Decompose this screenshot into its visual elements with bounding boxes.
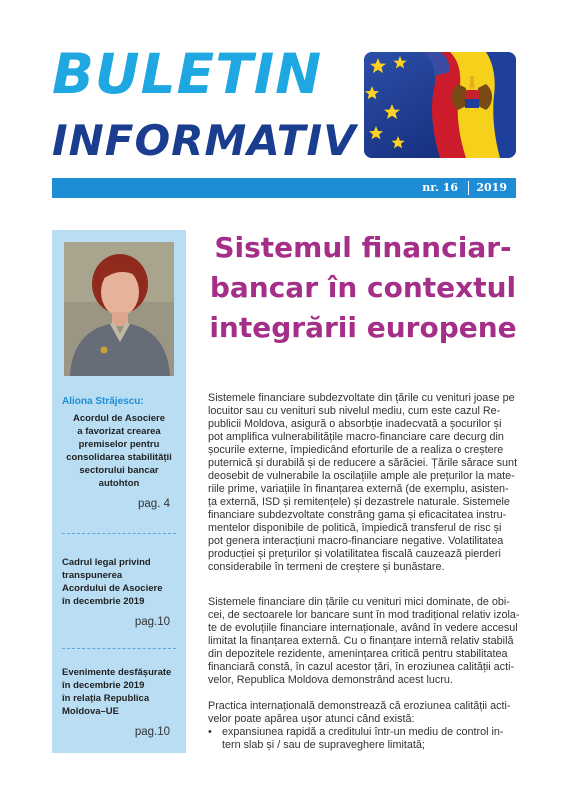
sidebar-item-line: în decembrie 2019 (62, 680, 145, 691)
text-line: Practica internațională demonstrează că eroziunea calității acti- (208, 700, 511, 712)
sidebar-feature-line: a favorizat crearea (77, 426, 161, 437)
sidebar-item-line: Cadrul legal privind (62, 557, 151, 568)
sidebar-feature-author: Aliona Străjescu: (62, 396, 144, 407)
sidebar-feature-line: autohton (98, 478, 140, 489)
sidebar-item-line: transpunerea (62, 570, 123, 581)
issue-separator (468, 181, 469, 195)
text-line: velor, Republica Moldova demonstrând acest lucru. (208, 674, 453, 686)
sidebar-item-line: în relația Republica (62, 693, 150, 704)
sidebar-item-text (62, 666, 176, 718)
text-line: tern slab și / sau de supraveghere limitată; (222, 739, 425, 751)
sidebar-feature-line: premiselor pentru (78, 439, 160, 450)
bullet-item (208, 726, 518, 752)
sidebar-item-legal-framework (62, 556, 176, 628)
text-line: velor poate apărea ușor atunci când există: (208, 713, 415, 725)
sidebar-item-page[interactable]: pag.10 (134, 726, 170, 738)
author-photo (64, 242, 174, 376)
sidebar-item-line: Evenimente desfășurate (62, 667, 172, 678)
text-line: producției și prețurilor și volatilitatea fiscală cauzează pierderi (208, 548, 501, 560)
article-paragraph-1 (208, 392, 518, 574)
sidebar-item-text (62, 556, 176, 608)
sidebar-item-page[interactable]: pag.10 (134, 616, 170, 628)
text-line: • expansiunea rapidă a creditului într-un mediu de control in- (222, 726, 504, 738)
sidebar-item-line: Acordului de Asociere (62, 583, 163, 594)
text-line: te de evoluțiile financiare internaționale, având în vedere accesul (208, 622, 518, 634)
text-line: cei, de sectoarele lor bancare sunt în mod tradițional relativ izola- (208, 609, 520, 621)
text-line: deosebit de vulnerabile la oscilațiile ample ale prețurilor la mate- (208, 470, 515, 482)
sidebar-item-events (62, 666, 176, 738)
text-line: din depozitele rezidente, amenințarea critică pentru stabilitatea (208, 648, 508, 660)
text-line: pot amplifica vulnerabilitățile macro-financiare care decurg din (208, 431, 504, 443)
sidebar-divider (62, 648, 176, 649)
text-line: financiare subdezvoltate constrâng gama și eficacitatea instru- (208, 509, 507, 521)
text-line: puternică și durabilă și de reducere a sărăciei. Țările sărace sunt (208, 457, 518, 469)
text-line: considerabile în termeni de creștere și bunăstare. (208, 561, 445, 573)
sidebar-divider (62, 533, 176, 534)
sidebar-feature-line: sectorului bancar (79, 465, 159, 476)
sidebar-feature-line: Acordul de Asociere (72, 413, 166, 424)
text-line: șocurile externe, împiedicând eforturile de a realiza o creștere (208, 444, 504, 456)
article-headline (208, 228, 518, 348)
sidebar-feature-text (62, 412, 176, 490)
sidebar-feature (62, 396, 176, 510)
sidebar-item-line: Moldova–UE (62, 706, 120, 717)
headline-line: integrării europene (209, 311, 517, 344)
issue-bar (52, 178, 516, 198)
text-line: ța externă, ISD și remitențele) și dezastrele naturale. Sistemele (208, 496, 510, 508)
issue-year: 2019 (476, 181, 507, 194)
issue-number: nr. 16 (422, 181, 458, 194)
text-line: financiară constă, în cazul acestor țări, în eroziunea calității acti- (208, 661, 515, 673)
headline-line: Sistemul financiar- (214, 231, 512, 264)
text-line: Sistemele financiare subdezvoltate din țările cu venituri joase pe (208, 392, 515, 404)
sidebar-feature-line: consolidarea stabilității (66, 452, 172, 463)
text-line: Sistemele financiare din țările cu venituri mici dominate, de obi- (208, 596, 510, 608)
sidebar (52, 230, 186, 753)
masthead-title-line1: BULETIN (52, 42, 323, 106)
text-line: limitat la finanțarea externă. Cu o finanțare internă relativ stabilă (208, 635, 514, 647)
masthead-title-line2: INFORMATIV (52, 116, 357, 165)
text-line: publicii Moldova, asigură o absorbție inadecvată a șocurilor și (208, 418, 502, 430)
text-line: pot genera interacțiuni macro-financiare negative. Volatilitatea (208, 535, 504, 547)
text-line: locuitor sau cu venituri sub nivelul mediu, cum este cazul Re- (208, 405, 501, 417)
text-line: riile prime, variațiile în finanțarea externă (de exemplu, asisten- (208, 483, 509, 495)
article-paragraph-2 (208, 596, 518, 687)
eu-moldova-flags-image (364, 52, 516, 158)
sidebar-item-line: în decembrie 2019 (62, 596, 145, 607)
sidebar-feature-page[interactable]: pag. 4 (138, 498, 170, 510)
headline-line: bancar în contextul (209, 271, 517, 304)
text-line: mentelor disponibile de politică, împiedică transferul de risc și (208, 522, 502, 534)
article-paragraph-3 (208, 700, 518, 752)
